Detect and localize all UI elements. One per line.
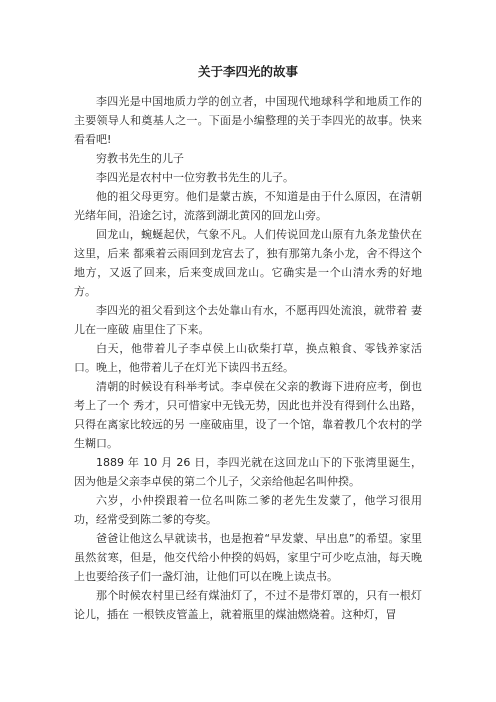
paragraph: 白天，他带着儿子李卓侯上山砍柴打草，换点粮食、零钱养家活口。晚上，他带着儿子在灯光下读四书五经。 [74,342,422,374]
paragraph: 那个时候农村里已经有煤油灯了，不过不是带灯罩的，只有一根灯论儿，插在 一根铁皮管盖上，就着瓶里的煤油燃烧着。这种灯，冒 [74,589,422,621]
paragraph: 1889 年 10 月 26 日，李四光就在这回龙山下的下张湾里诞生，因为他是父亲李卓侯的第二个儿子，父亲给他起名叫仲揆。 [74,456,422,488]
paragraph: 李四光的祖父看到这个去处靠山有水，不愿再四处流浪，就带着 妻儿在一座破 庙里住了下来。 [74,304,422,336]
document-title: 关于李四光的故事 [197,64,298,79]
paragraph: 他的祖父母更穷。他们是蒙古族，不知道是由于什么原因，在清朝光绪年间，沿途乞讨，流落到湖北黄冈的回龙山旁。 [74,190,422,222]
paragraph-intro: 李四光是中国地质力学的创立者，中国现代地球科学和地质工作的主要领导人和奠基人之一。下面是小编整理的关于李四光的故事。快来看看吧! [74,95,422,146]
paragraph: 李四光是农村中一位穷教书先生的儿子。 [96,171,294,184]
paragraph: 清朝的时候设有科举考试。李卓侯在父亲的教诲下进府应考，倒也考上了一个 秀才，只可惜家中无钱无势，因此也并没有得到什么出路，只得在离家比较远的另 一座破庙里，设了一个馆，靠着教几个农村的学生糊口。 [74,380,422,450]
paragraph: 爸爸让他这么早就读书，也是抱着“早发蒙、早出息”的希望。家里虽然贫寒，但是，他交代给小仲揆的妈妈，家里宁可少吃点油，每天晚上也要给孩子们一盏灯油，让他们可以在晚上读点书。 [74,532,422,583]
paragraph: 六岁，小仲揆跟着一位名叫陈二爹的老先生发蒙了，他学习很用功，经常受到陈二爹的夸奖。 [74,494,422,526]
section-heading: 穷教书先生的儿子 [96,152,184,165]
paragraph: 回龙山，蜿蜒起伏，气象不凡。人们传说回龙山原有九条龙蛰伏在这里，后来 都乘着云雨回到龙宫去了，独有那第九条小龙，舍不得这个地方，又返了回来，后来变成回龙山。它确实是一个山清水秀的好地方。 [74,228,422,298]
